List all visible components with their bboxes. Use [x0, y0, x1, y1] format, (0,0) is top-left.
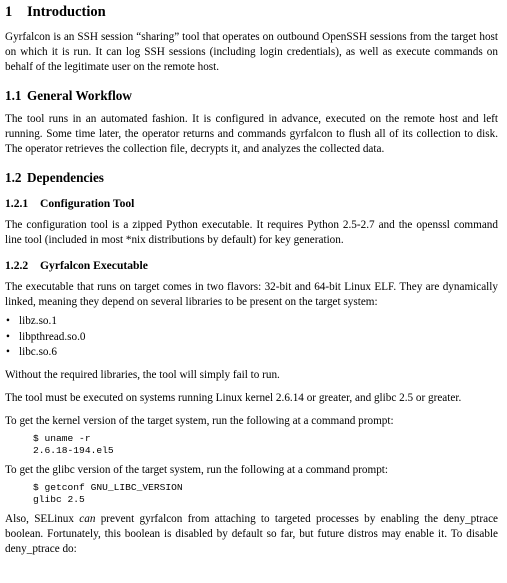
section-heading-introduction: [5, 3, 498, 21]
library-name: libc.so.6: [19, 346, 57, 358]
section-heading-dependencies: [5, 169, 498, 186]
missing-libraries-paragraph: Without the required libraries, the tool will simply fail to run.: [5, 368, 280, 381]
section-number: 1: [5, 4, 13, 20]
selinux-text-end: prevent gyrfalcon from attaching to targeted processes by enabling the deny_ptrace boolean. Fortunately, this boolean is disabled by default so far, but future distros may enable it. To disable deny_ptrace do:: [5, 512, 498, 555]
config-tool-paragraph: The configuration tool is a zipped Python executable. It requires Python 2.5-2.7 and the openssl command line tool (included in most *nix distributions by default) for key generation.: [5, 219, 498, 246]
list-item: [5, 314, 498, 330]
subsection-heading-configuration-tool: [5, 196, 498, 211]
intro-paragraph: Gyrfalcon is an SSH session “sharing” tool that operates on outbound OpenSSH sessions from the target host on which it is run. It can log SSH sessions (including login credentials), as well as execute commands on behalf of the legitimate user on the remote host.: [5, 31, 498, 73]
glibc-version-code-block: $ getconf GNU_LIBC_VERSION glibc 2.5: [33, 481, 183, 505]
section-title: Dependencies: [27, 170, 104, 185]
list-item: [5, 330, 498, 346]
selinux-emphasis: can: [79, 512, 96, 525]
section-title: Introduction: [27, 4, 106, 20]
bullet-icon: •: [6, 330, 10, 343]
section-number: 1.1: [5, 88, 22, 103]
section-number: 1.2: [5, 170, 22, 185]
subsection-title: Configuration Tool: [40, 197, 135, 210]
library-list: [5, 314, 498, 361]
subsection-number: 1.2.1: [5, 197, 29, 210]
selinux-text-start: Also, SELinux: [5, 512, 80, 525]
bullet-icon: •: [6, 346, 10, 358]
section-title: General Workflow: [27, 88, 132, 103]
section-heading-general-workflow: [5, 87, 498, 104]
subsection-heading-gyrfalcon-executable: [5, 258, 498, 273]
bullet-icon: •: [6, 315, 10, 327]
subsection-title: Gyrfalcon Executable: [40, 259, 148, 272]
selinux-paragraph: [5, 512, 498, 557]
subsection-number: 1.2.2: [5, 259, 29, 272]
requirements-paragraph: The tool must be executed on systems running Linux kernel 2.6.14 or greater, and glibc 2.5 or greater.: [5, 391, 462, 404]
kernel-version-code-block: $ uname -r 2.6.18-194.el5: [33, 432, 114, 456]
workflow-paragraph: The tool runs in an automated fashion. It is configured in advance, executed on the remote host and left running. Some time later, the operator returns and commands gyrfalcon to flush all of its collection to disk. The operator retrieves the collection file, decrypts it, and analyzes the collected data.: [5, 113, 498, 155]
library-name: libz.so.1: [19, 315, 57, 327]
kernel-version-instructions: To get the kernel version of the target system, run the following at a command prompt:: [5, 414, 394, 427]
executable-paragraph: The executable that runs on target comes in two flavors: 32-bit and 64-bit Linux ELF. They are dynamically linked, meaning they depend on several libraries to be present on the target system:: [5, 281, 498, 308]
glibc-version-instructions: To get the glibc version of the target system, run the following at a command prompt:: [5, 463, 389, 476]
library-name: libpthread.so.0: [19, 330, 86, 343]
list-item: [5, 345, 498, 361]
